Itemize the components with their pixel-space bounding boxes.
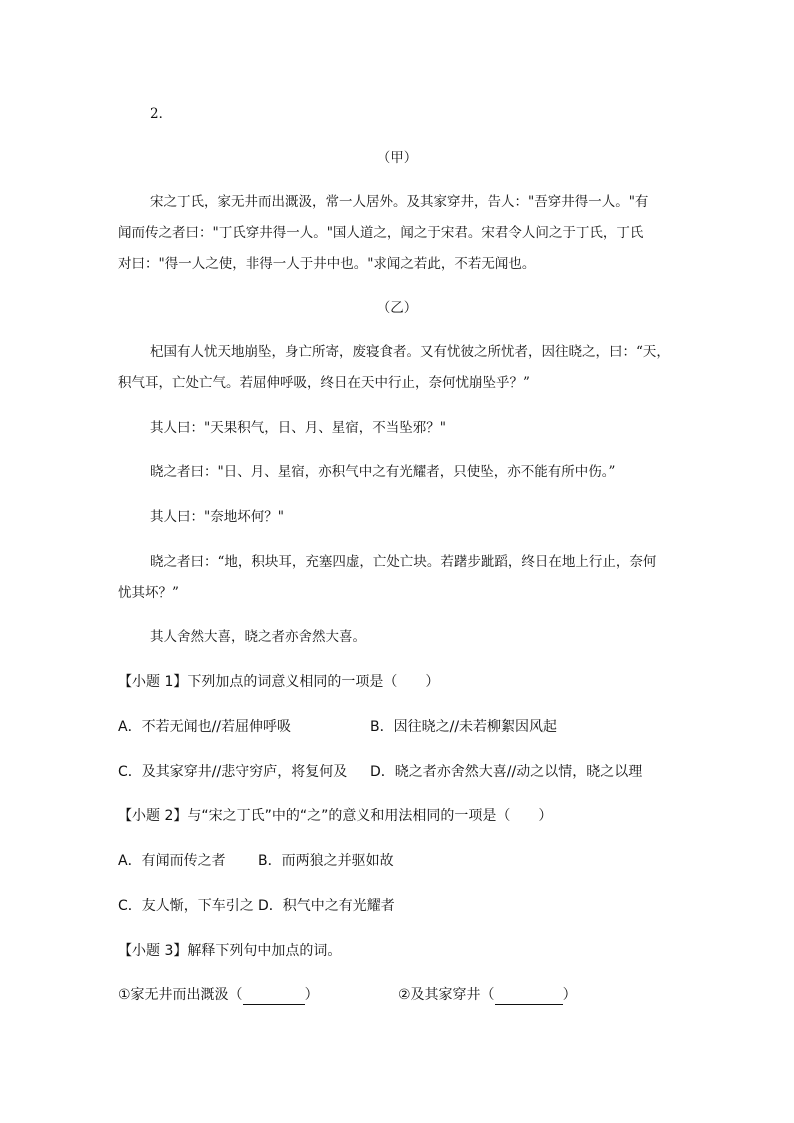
- passage-yi-line: 杞国有人忧天地崩坠，身亡所寄，废寝食者。又有忧彼之所忧者，因往晓之，曰：“天，: [150, 344, 670, 360]
- passage-jia-line: 宋之丁氏，家无井而出溉汲，常一人居外。及其家穿井，告人："吾穿井得一人。"有: [150, 194, 649, 210]
- subquestion-2-option-c[interactable]: C．友人惭，下车引之: [118, 898, 254, 914]
- passage-yi-line: 其人舍然大喜，晓之者亦舍然大喜。: [150, 629, 366, 645]
- subquestion-3-item-2-text: ②及其家穿井（: [398, 987, 495, 1003]
- subquestion-1-option-b[interactable]: B．因往晓之//未若柳絮因风起: [370, 719, 558, 735]
- subquestion-3-item-1-close: ）: [304, 987, 319, 1003]
- subquestion-3-item-2-close: ）: [562, 987, 577, 1003]
- passage-yi-line: 其人曰："天果积气，日、月、星宿，不当坠邪？": [150, 420, 446, 436]
- subquestion-2-option-b[interactable]: B．而两狼之并驱如故: [258, 853, 394, 869]
- passage-yi-line: 积气耳，亡处亡气。若屈伸呼吸，终日在天中行止，奈何忧崩坠乎？”: [118, 375, 530, 391]
- subquestion-1-option-a[interactable]: A．不若无闻也//若屈伸呼吸: [118, 719, 292, 735]
- subquestion-3-item-1-text: ①家无井而出溉汲（: [118, 987, 243, 1003]
- subquestion-3-item-1: [118, 985, 319, 1005]
- subquestion-3-item-2: [398, 985, 577, 1005]
- passage-yi-line: 晓之者曰："日、月、星宿，亦积气中之有光耀者，只使坠，亦不能有所中伤。”: [150, 464, 616, 480]
- subquestion-2-prompt: 【小题 2】与“宋之丁氏”中的“之”的意义和用法相同的一项是（ ）: [118, 808, 553, 824]
- passage-jia-line: 对曰："得一人之使，非得一人于井中也。"求闻之若此，不若无闻也。: [118, 256, 536, 272]
- passage-yi-line: 晓之者曰：“地，积块耳，充塞四虚，亡处亡块。若躇步跐蹈，终日在地上行止，奈何: [150, 554, 657, 570]
- subquestion-2-option-a[interactable]: A．有闻而传之者: [118, 853, 226, 869]
- passage-yi-line: 其人曰："奈地坏何？": [150, 509, 284, 525]
- passage-jia-line: 闻而传之者曰："丁氏穿井得一人。"国人道之，闻之于宋君。宋君令人问之于丁氏，丁氏: [118, 225, 644, 241]
- subquestion-1-option-c[interactable]: C．及其家穿井//悲守穷庐，将复何及: [118, 764, 348, 780]
- passage-yi-heading: （乙）: [376, 300, 418, 316]
- passage-jia-heading: （甲）: [376, 150, 418, 166]
- passage-yi-line: 忧其坏？”: [118, 585, 179, 601]
- answer-blank-2[interactable]: [495, 1004, 563, 1005]
- subquestion-1-option-d[interactable]: D．晓之者亦舍然大喜//动之以情，晓之以理: [370, 764, 643, 780]
- subquestion-1-prompt: 【小题 1】下列加点的词意义相同的一项是（ ）: [118, 674, 440, 690]
- answer-blank-1[interactable]: [243, 1004, 305, 1005]
- question-number: 2．: [150, 106, 173, 122]
- subquestion-3-prompt: 【小题 3】解释下列句中加点的词。: [118, 943, 342, 959]
- subquestion-2-option-d[interactable]: D．积气中之有光耀者: [258, 898, 395, 914]
